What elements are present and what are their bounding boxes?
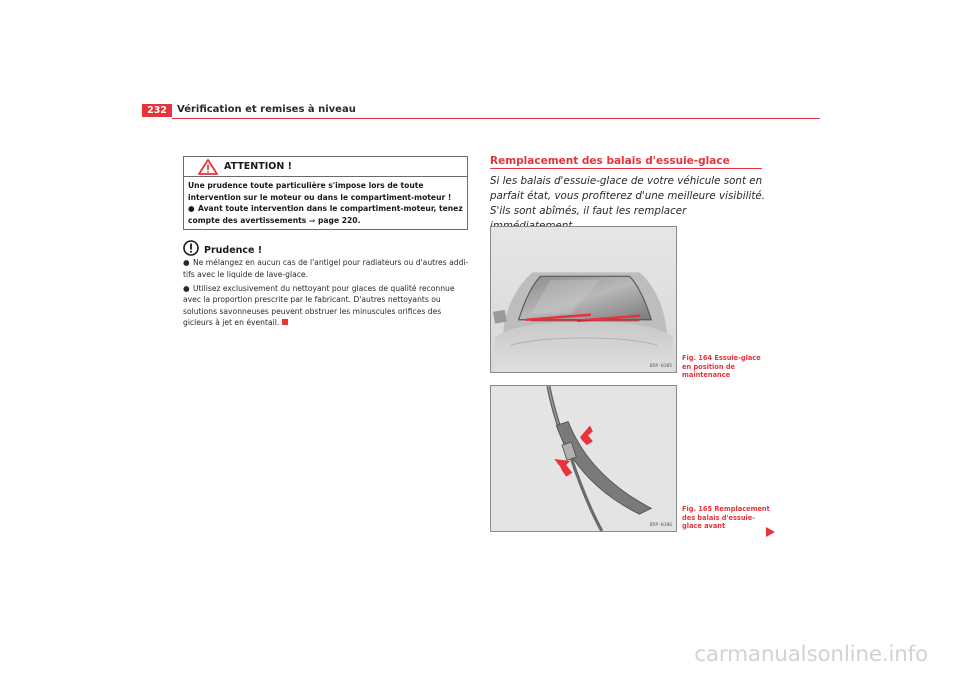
figure-164-caption: Fig. 164 Essuie-glace en position de maintenance (682, 354, 761, 380)
figure-164-windscreen (490, 226, 677, 373)
bullet-icon: ● (183, 258, 190, 267)
warning-triangle-icon (198, 159, 218, 175)
section-title: Remplacement des balais d'essuie-glace (490, 155, 730, 167)
warning-header (184, 157, 467, 177)
warning-line-1: Une prudence toute particulière s'impose lors de toute intervention sur le moteur ou dans le compartiment-moteur ! (188, 181, 452, 202)
header-rule (172, 118, 820, 119)
section-intro: Si les balais d'essuie-glace de votre véhicule sont en parfait état, vous profiterez d'une meilleure visibilité. S'ils sont abîmés, il faut les remplacer (490, 175, 765, 217)
caution-item-2: ● Utilisez exclusivement du nettoyant pour glaces de qualité reconnue avec la proportion prescrite par le fabricant. D'autres nettoyants ou solutions savonneuses peuvent obstruer les minuscules orifices des gicleurs à jet en éventail. (183, 283, 455, 328)
caution-header (183, 239, 262, 256)
warning-box (183, 156, 468, 230)
wiper-blade-illustration (491, 386, 676, 531)
section-rule (490, 168, 762, 169)
warning-title: ATTENTION ! (224, 161, 292, 172)
warning-body (184, 177, 467, 226)
figure-165-caption: Fig. 165 Remplacement des balais d'essuie-glace avant (682, 505, 770, 531)
watermark: carmanualsonline.info (694, 642, 928, 667)
figure-165-wiper-blade (490, 385, 677, 532)
bullet-icon: ● (183, 283, 190, 293)
caution-item-1: ● Ne mélangez en aucun cas de l'antigel pour radiateurs ou d'autres additifs avec le liquide de lave-glace. (183, 258, 469, 279)
caution-body (183, 257, 470, 332)
bullet-icon: ● (188, 204, 195, 214)
arrow-icon: ⇒ (308, 215, 316, 225)
continue-arrow-icon[interactable] (766, 527, 775, 537)
figure-code: B5P-0106 (649, 523, 672, 528)
caution-title: Prudence ! (204, 245, 263, 256)
warning-line-2: ● Avant toute intervention dans le compartiment-moteur, tenez compte des avertissements ⇒ page 220. (188, 204, 463, 225)
running-title: Vérification et remises à niveau (177, 104, 356, 115)
car-front-illustration (491, 227, 676, 372)
page-reference-link[interactable]: page 220. (317, 215, 361, 225)
caution-exclamation-icon (183, 240, 199, 256)
page-number: 232 (142, 104, 172, 117)
figure-code: B5P-0105 (649, 364, 672, 369)
end-of-section-icon (282, 319, 288, 325)
